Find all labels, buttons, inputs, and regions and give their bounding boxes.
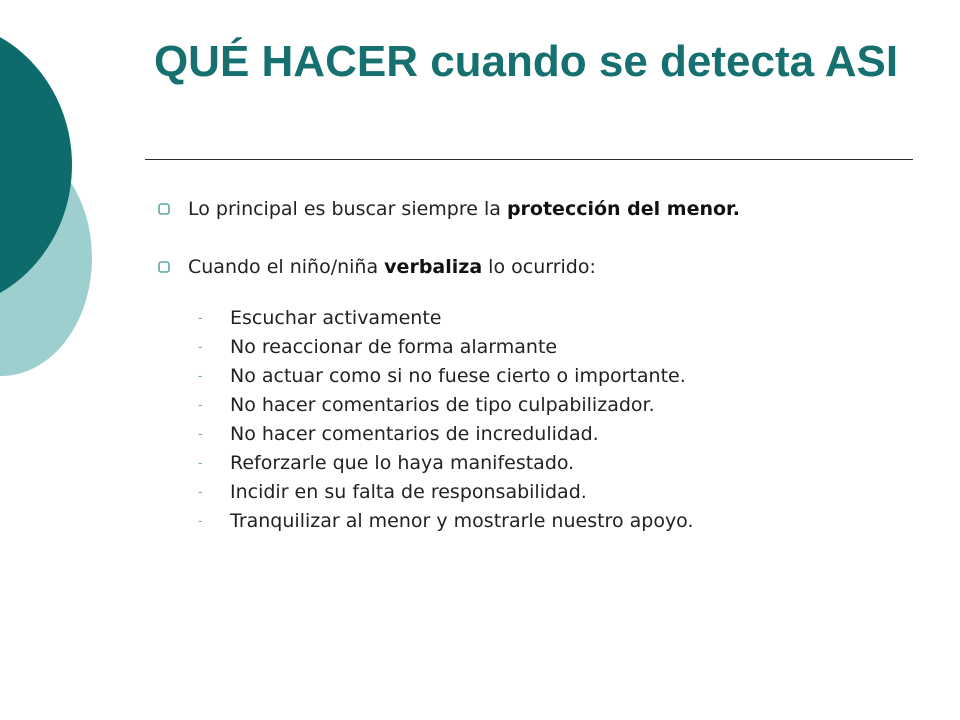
hollow-square-bullet-icon [158,261,170,273]
bullet-text: Lo principal es buscar siempre la protección del menor. [188,198,740,220]
bullet-emphasis: verbaliza [384,256,483,278]
sub-item [188,449,938,478]
sub-item [188,507,938,536]
dash-marker: - [198,369,203,384]
title-divider [145,159,913,160]
dash-marker: - [198,340,203,355]
sub-item [188,362,938,391]
sub-item [188,420,938,449]
bullet-item-protection [158,196,938,222]
sub-item-text: Reforzarle que lo haya manifestado. [230,452,575,474]
dash-marker: - [198,398,203,413]
bullet-list [158,196,938,536]
sub-item-text: No hacer comentarios de tipo culpabilizador. [230,394,655,416]
sub-item-text: No hacer comentarios de incredulidad. [230,423,599,445]
bullet-emphasis: protección del menor. [506,198,740,220]
dash-marker: - [198,427,203,442]
dash-marker: - [198,514,203,529]
dash-marker: - [198,311,203,326]
sub-item-text: No reaccionar de forma alarmante [230,336,558,358]
sub-item [188,478,938,507]
bullet-item-verbalize [158,254,938,536]
sub-item-text: Escuchar activamente [230,307,442,329]
dash-marker: - [198,485,203,500]
dash-marker: - [198,456,203,471]
bullet-text: Cuando el niño/niña verbaliza lo ocurrido: [188,256,596,278]
sub-item-text: No actuar como si no fuese cierto o importante. [230,365,686,387]
sub-item [188,333,938,362]
slide-title: QUÉ HACER cuando se detecta ASI [153,37,899,86]
sub-item [188,304,938,333]
sub-item-text: Incidir en su falta de responsabilidad. [230,481,587,503]
sub-item [188,391,938,420]
sub-list [188,304,938,536]
sub-item-text: Tranquilizar al menor y mostrarle nuestro apoyo. [230,510,694,532]
hollow-square-bullet-icon [158,203,170,215]
